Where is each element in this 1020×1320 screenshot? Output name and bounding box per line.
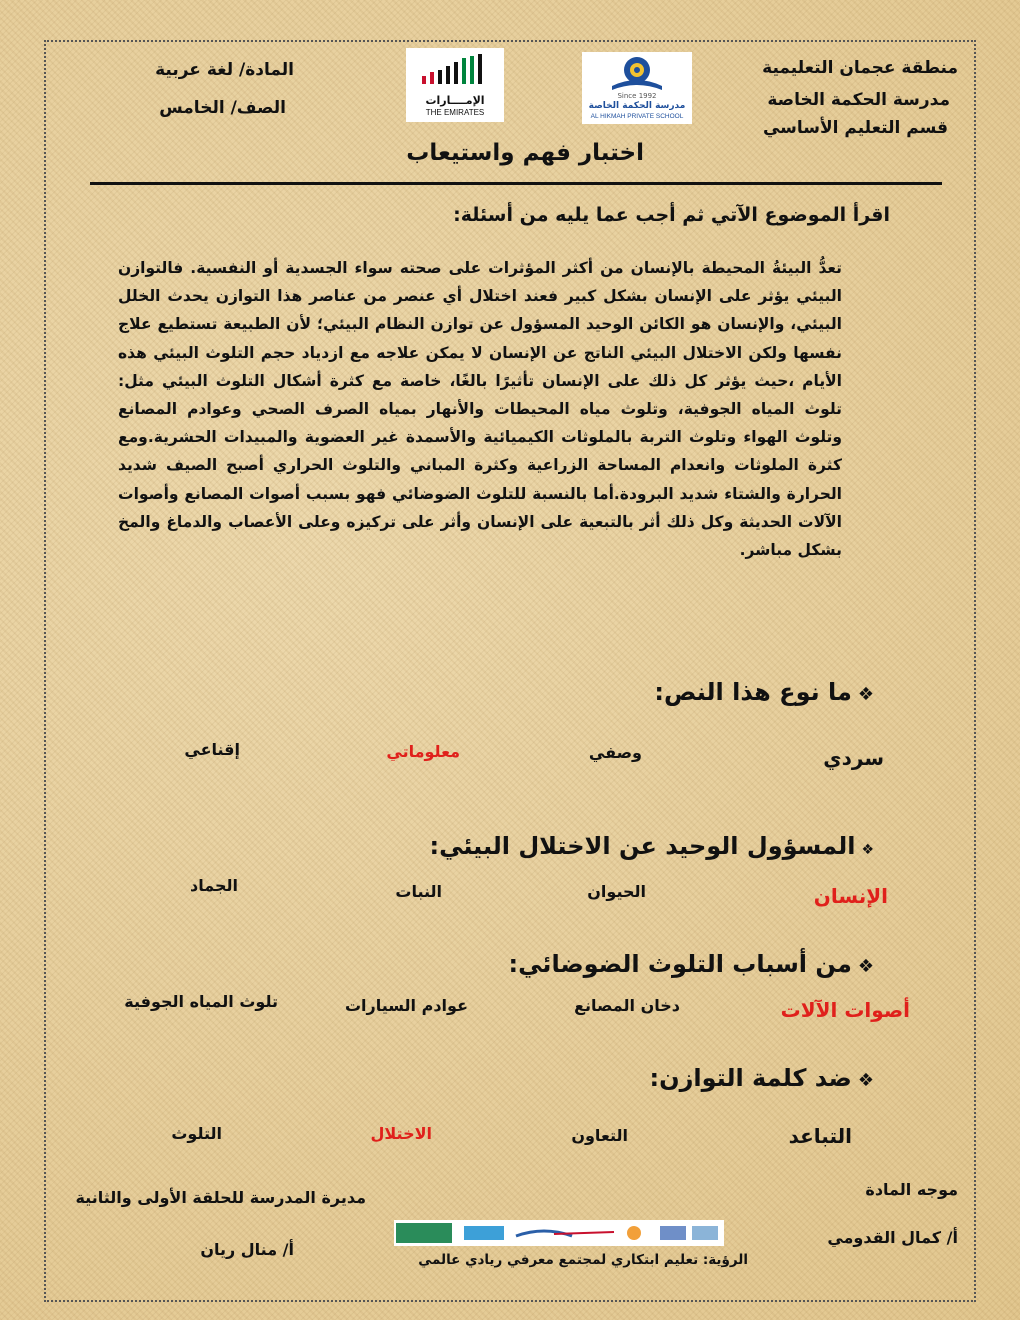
- q4-option-2[interactable]: التعاون: [571, 1126, 628, 1145]
- school-emblem-icon: [582, 52, 692, 94]
- emirates-logo-arabic: الإمــــارات: [425, 94, 485, 107]
- question-3-text: من أسباب التلوث الضوضائي:: [508, 950, 852, 978]
- diamond-bullet-icon: ❖: [861, 842, 874, 858]
- q3-option-1-correct[interactable]: أصوات الآلات: [780, 998, 910, 1022]
- question-2: [429, 832, 874, 860]
- principal-title: مديرة المدرسة للحلقة الأولى والثانية: [75, 1188, 366, 1207]
- title-divider: [90, 182, 942, 185]
- question-1: [654, 678, 874, 706]
- reading-instruction: اقرأ الموضوع الآتي ثم أجب عما يليه من أسئلة:: [453, 204, 890, 226]
- q3-option-2[interactable]: دخان المصانع: [574, 996, 680, 1015]
- grade-label: الصف/ الخامس: [159, 98, 286, 118]
- school-name: مدرسة الحكمة الخاصة: [767, 90, 950, 110]
- vision-statement: الرؤية: تعليم ابتكاري لمجتمع معرفي ريادي عالمي: [418, 1252, 748, 1268]
- page-title: اختبار فهم واستيعاب: [406, 140, 644, 166]
- q3-option-4[interactable]: تلوث المياه الجوفية: [124, 992, 278, 1011]
- q2-option-4[interactable]: الجماد: [190, 876, 238, 895]
- diamond-bullet-icon: ❖: [857, 684, 874, 705]
- school-logo-english: AL HIKMAH PRIVATE SCHOOL: [590, 113, 684, 120]
- q1-option-4[interactable]: إقناعي: [184, 740, 240, 759]
- q4-option-1[interactable]: التباعد: [788, 1124, 852, 1148]
- q4-option-3-correct[interactable]: الاختلال: [370, 1124, 432, 1143]
- partner-logos-strip: [394, 1220, 724, 1246]
- supervisor-name: أ/ كمال القدومي: [827, 1228, 958, 1247]
- supervisor-title: موجه المادة: [865, 1180, 958, 1199]
- education-zone: منطقة عجمان التعليمية: [762, 58, 958, 78]
- question-1-text: ما نوع هذا النص:: [654, 678, 852, 706]
- school-logo-since: Since 1992: [617, 92, 657, 100]
- page-border: [44, 40, 976, 1302]
- department-name: قسم التعليم الأساسي: [762, 118, 948, 138]
- principal-name: أ/ منال ريان: [200, 1240, 294, 1259]
- q2-option-2[interactable]: الحيوان: [587, 882, 646, 901]
- question-4-text: ضد كلمة التوازن:: [649, 1064, 852, 1092]
- reading-passage: تعدُّ البيئةُ المحيطة بالإنسان من أكثر المؤثرات على صحته سواء الجسدية أو النفسية. فالتوازن البيئي يؤثر على الإنسان بشكل كبير فعند اختلال أي عنصر من عناصر هذا التوازن يحدث الخلل البيئي، والإنسان هو الكائن الوحيد المسؤول عن توازن النظام البيئي؛ لأن الطبيعة تستطيع علاج نفسها ولكن الاختلال البيئي الناتج عن الإنسان لا يمكن علاجه مع ازدياد حجم التلوث البيئي هذه الأيام ،حيث يؤثر كل ذلك على الإنسان تأثيرًا بالغًا، خاصة مع كثرة أشكال التلوث البيئي مثل: تلوث المياه الجوفية، وتلوث مياه المحيطات والأنهار بمياه الصرف الصحي وعوادم المصانع وتلوث الهواء وتلوث التربة بالملوثات الكيميائية والأسمدة غير العضوية والمبيدات الحشرية.ومع كثرة الملوثات وانعدام المساحة الزراعية وكثرة المباني والتلوث الحراري أصبح الصيف شديد الحرارة والشتاء شديد البرودة.أما بالنسبة للتلوث الضوضائي فهو بسبب أصوات المصانع وأصوات الآلات الحديثة وكل ذلك أثر بالتبعية على الإنسان وأثر على تركيزه وعلى الأعصاب والدماغ والمخ بشكل مباشر.: [118, 259, 842, 560]
- q1-option-3-correct[interactable]: معلوماتي: [386, 742, 460, 761]
- diamond-bullet-icon: ❖: [857, 1070, 874, 1091]
- question-4: [649, 1064, 874, 1092]
- emirates-logo: [406, 48, 504, 122]
- subject-label: المادة/ لغة عربية: [155, 60, 294, 80]
- q4-option-4[interactable]: التلوث: [171, 1124, 222, 1143]
- emirates-logo-english: THE EMIRATES: [425, 108, 485, 117]
- q2-option-3[interactable]: النبات: [395, 882, 442, 901]
- question-3: [509, 950, 874, 978]
- school-logo: [582, 52, 692, 124]
- q1-option-2[interactable]: وصفي: [588, 743, 642, 762]
- q2-option-1-correct[interactable]: الإنسان: [813, 884, 888, 908]
- diamond-bullet-icon: ❖: [857, 956, 874, 977]
- partner-logos-icon: [394, 1220, 724, 1246]
- school-logo-arabic: مدرسة الحكمة الخاصة: [588, 101, 686, 111]
- q3-option-3[interactable]: عوادم السيارات: [344, 996, 468, 1015]
- q1-option-1[interactable]: سردي: [823, 746, 884, 770]
- question-2-text: المسؤول الوحيد عن الاختلال البيئي:: [429, 832, 856, 860]
